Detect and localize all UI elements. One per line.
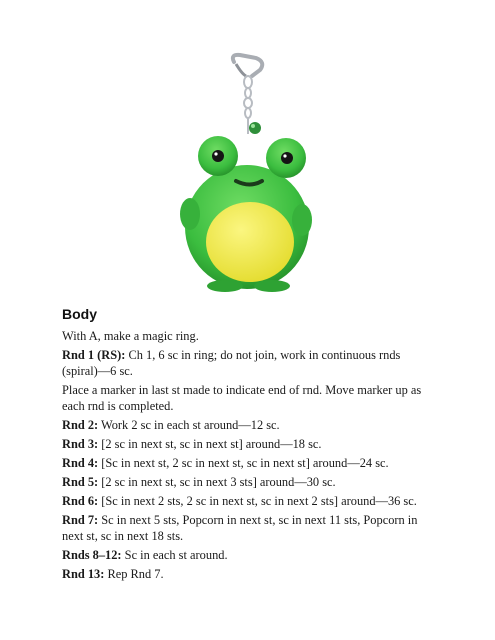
round-text: [Sc in next 2 sts, 2 sc in next st, sc in next 2 sts] around—36 sc.	[101, 494, 417, 508]
section-heading: Body	[62, 306, 97, 322]
round-4	[62, 455, 434, 471]
round-text: [2 sc in next st, sc in next st] around—18 sc.	[101, 437, 322, 451]
pattern-instructions	[62, 328, 434, 585]
round-text: [2 sc in next st, sc in next 3 sts] around—30 sc.	[101, 475, 336, 489]
round-2	[62, 417, 434, 433]
round-text: Sc in next 5 sts, Popcorn in next st, sc in next 11 sts, Popcorn in next st, sc in next 18 sts.	[62, 513, 418, 543]
round-label: Rnd 13:	[62, 567, 105, 581]
round-label: Rnd 7:	[62, 513, 99, 527]
round-label: Rnd 3:	[62, 437, 99, 451]
round-label: Rnds 8–12:	[62, 548, 122, 562]
round-6	[62, 493, 434, 509]
round-text: Sc in each st around.	[124, 548, 228, 562]
round-7	[62, 512, 434, 544]
round-label: Rnd 5:	[62, 475, 99, 489]
round-label: Rnd 4:	[62, 456, 99, 470]
round-1	[62, 347, 434, 379]
note-text: Place a marker in last st made to indicate end of rnd. Move marker up as each rnd is completed.	[62, 383, 422, 413]
round-text: Rep Rnd 7.	[107, 567, 164, 581]
round-text: [Sc in next st, 2 sc in next st, sc in next st] around—24 sc.	[101, 456, 389, 470]
rounds-8-12	[62, 547, 434, 563]
round-label: Rnd 6:	[62, 494, 99, 508]
frog-keychain-image	[170, 52, 320, 300]
round-text: Work 2 sc in each st around—12 sc.	[101, 418, 280, 432]
round-label: Rnd 1 (RS):	[62, 348, 126, 362]
round-3	[62, 436, 434, 452]
marker-note	[62, 382, 434, 414]
round-13	[62, 566, 434, 582]
intro-line: With A, make a magic ring.	[62, 329, 199, 343]
round-text: Ch 1, 6 sc in ring; do not join, work in continuous rnds (spiral)—6 sc.	[62, 348, 401, 378]
round-label: Rnd 2:	[62, 418, 99, 432]
round-5	[62, 474, 434, 490]
